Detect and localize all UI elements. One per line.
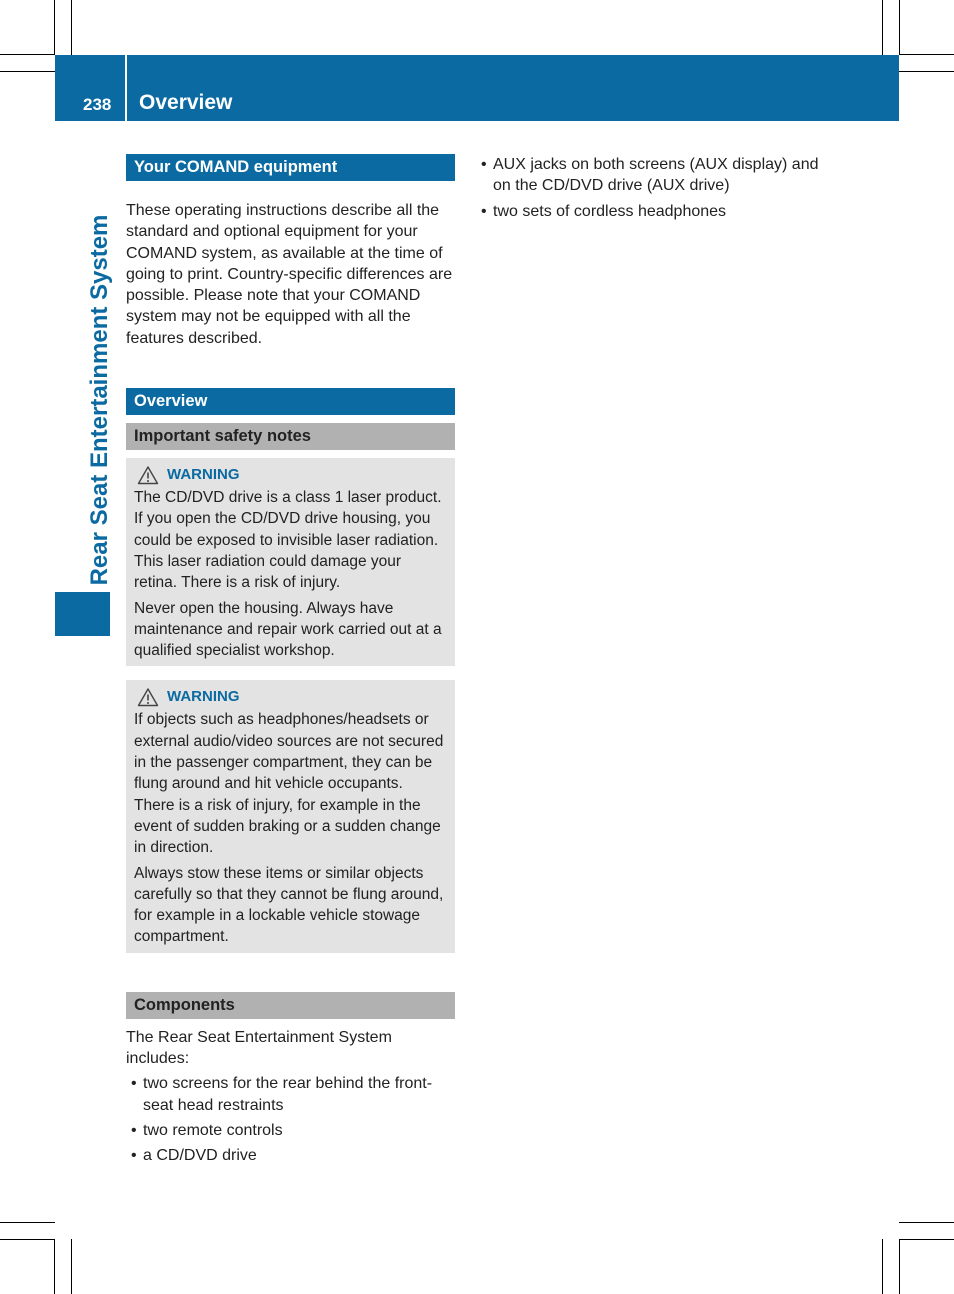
subsection-heading-components: Components bbox=[126, 992, 455, 1019]
list-item: • two remote controls bbox=[126, 1120, 455, 1141]
page-number: 238 bbox=[83, 95, 112, 114]
crop-mark bbox=[54, 1239, 55, 1294]
crop-mark bbox=[54, 0, 55, 55]
warning-triangle-icon bbox=[137, 465, 159, 485]
page-header bbox=[55, 55, 899, 121]
crop-mark bbox=[0, 1239, 55, 1240]
crop-mark bbox=[899, 0, 900, 55]
crop-mark bbox=[71, 0, 72, 55]
right-column bbox=[480, 154, 820, 222]
components-list bbox=[126, 1073, 455, 1166]
crop-mark bbox=[71, 1239, 72, 1294]
warning-label: WARNING bbox=[167, 466, 240, 484]
crop-mark bbox=[899, 71, 954, 72]
warning-triangle-icon bbox=[137, 687, 159, 707]
crop-mark bbox=[0, 71, 55, 72]
warning-box-loose-objects bbox=[126, 680, 455, 952]
crop-mark bbox=[882, 0, 883, 55]
comand-equipment-text: These operating instructions describe all the standard and optional equipment for your COMAND system, as available at the time of going to print. Country-specific differences are possible. Please note that your COMAND system may not be equipped with all the features described. bbox=[126, 202, 453, 347]
list-item: • two sets of cordless headphones bbox=[480, 201, 820, 222]
components-intro: The Rear Seat Entertainment System includes: bbox=[126, 1028, 392, 1068]
section-heading-overview: Overview bbox=[126, 388, 455, 415]
chapter-title-vertical: Rear Seat Entertainment System bbox=[86, 214, 113, 586]
warning-objects-text-2: Always stow these items or similar objects carefully so that they cannot be flung around, for example in a lockable vehicle stowage compartment. bbox=[134, 864, 444, 946]
subsection-heading-safety-notes: Important safety notes bbox=[126, 423, 455, 450]
list-item: • a CD/DVD drive bbox=[126, 1145, 455, 1166]
crop-mark bbox=[899, 54, 954, 55]
chapter-thumb-tab bbox=[55, 592, 110, 636]
header-divider bbox=[125, 55, 127, 121]
warning-heading bbox=[134, 462, 447, 487]
page-title: Overview bbox=[139, 91, 233, 114]
crop-mark bbox=[0, 1222, 55, 1223]
components-list-continued bbox=[480, 154, 820, 222]
crop-mark bbox=[0, 54, 55, 55]
crop-mark bbox=[882, 1239, 883, 1294]
warning-box-laser bbox=[126, 458, 455, 666]
crop-mark bbox=[899, 1239, 900, 1294]
crop-mark bbox=[899, 1239, 954, 1240]
crop-mark bbox=[899, 1222, 954, 1223]
warning-laser-text-2: Never open the housing. Always have maintenance and repair work carried out at a qualified specialist workshop. bbox=[134, 599, 442, 660]
warning-laser-text-1: The CD/DVD drive is a class 1 laser product. If you open the CD/DVD drive housing, you could be exposed to invisible laser radiation. This laser radiation could damage your retina. There is a risk of injury. bbox=[134, 489, 442, 592]
warning-heading bbox=[134, 684, 447, 709]
list-item: • two screens for the rear behind the front-seat head restraints bbox=[126, 1073, 455, 1116]
warning-label: WARNING bbox=[167, 688, 240, 706]
list-item: • AUX jacks on both screens (AUX display) and on the CD/DVD drive (AUX drive) bbox=[480, 154, 820, 197]
warning-objects-text-1: If objects such as headphones/headsets or external audio/video sources are not secured in the passenger compartment, they can be flung around and hit vehicle occupants. There is a risk of injury, for example in the event of sudden braking or a sudden change in direction. bbox=[134, 711, 444, 857]
section-heading-comand-equipment: Your COMAND equipment bbox=[126, 154, 455, 181]
left-column bbox=[126, 154, 455, 1167]
